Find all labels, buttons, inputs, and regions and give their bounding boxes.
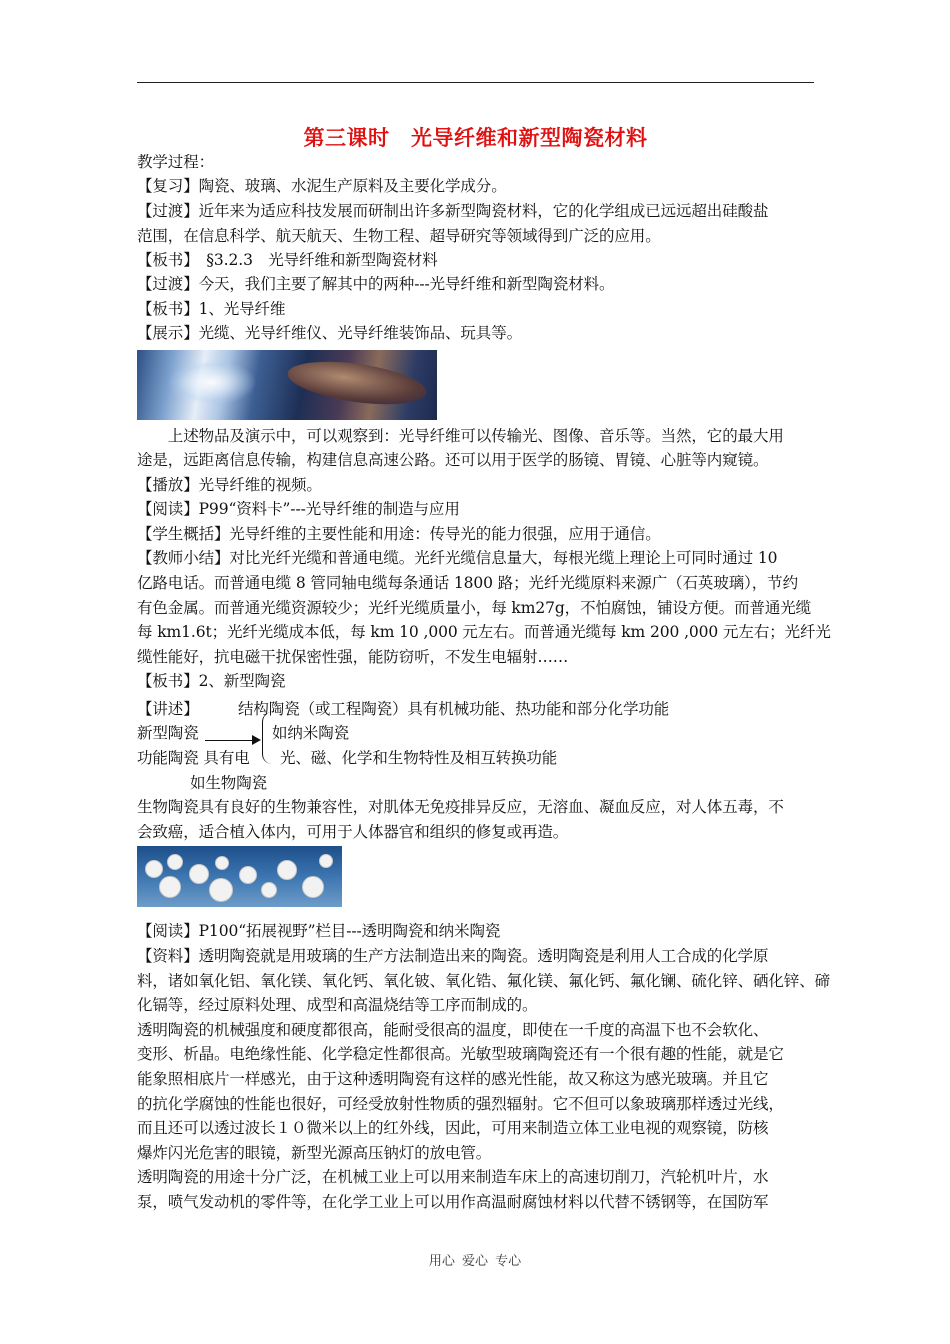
- text-line: 【播放】光导纤维的视频。: [137, 476, 322, 494]
- text-line: 【资料】透明陶瓷就是用玻璃的生产方法制造出来的陶瓷。透明陶瓷是利用人工合成的化学原: [137, 947, 769, 965]
- text-line: 【板书】2、新型陶瓷: [137, 672, 286, 690]
- text-line: 教学过程：: [137, 153, 215, 171]
- arrow-icon: [252, 735, 261, 745]
- text-line: 透明陶瓷的用途十分广泛，在机械工业上可以用来制造车床上的高速切削刀，汽轮机叶片，水: [137, 1168, 769, 1186]
- text-line: 的抗化学腐蚀的性能也很好，可经受放射性物质的强烈辐射。它不但可以象玻璃那样透过光线，: [137, 1095, 784, 1113]
- text-line: 【过渡】今天，我们主要了解其中的两种---光导纤维和新型陶瓷材料。: [137, 275, 615, 293]
- text-line: 每 km1.6t；光纤光缆成本低，每 km 10 ,000 元左右。而普通光缆每 km 200 ,000 元左右；光纤光: [137, 623, 831, 641]
- functional-ceramic-text: 光、磁、化学和生物特性及相互转换功能: [280, 749, 558, 767]
- lecture-label: 【讲述】: [137, 700, 199, 718]
- new-ceramic-label: 新型陶瓷: [137, 724, 199, 742]
- text-line: 透明陶瓷的机械强度和硬度都很高，能耐受很高的温度，即使在一千度的高温下也不会软化、: [137, 1021, 769, 1039]
- ceramic-parts-photo: [137, 846, 342, 907]
- arrow-line: [205, 740, 257, 741]
- functional-ceramic-label: 功能陶瓷 具有电: [137, 749, 250, 767]
- text-line: 上述物品及演示中，可以观察到：光导纤维可以传输光、图像、音乐等。当然，它的最大用: [137, 427, 784, 445]
- page-footer: 用心 爱心 专心: [428, 1254, 522, 1269]
- text-line: 变形、析晶。电绝缘性能、化学稳定性都很高。光敏型玻璃陶瓷还有一个很有趣的性能，就是它: [137, 1045, 784, 1063]
- text-line: 生物陶瓷具有良好的生物兼容性，对肌体无免疫排异反应，无溶血、凝血反应，对人体五毒，不: [137, 798, 784, 816]
- text-line: 化镉等，经过原料处理、成型和高温烧结等工序而制成的。: [137, 996, 538, 1014]
- bio-ceramic-text: 如生物陶瓷: [190, 774, 268, 792]
- text-line: 【阅读】P99“资料卡”---光导纤维的制造与应用: [137, 500, 460, 518]
- text-line: 料，诸如氧化铝、氧化镁、氧化钙、氧化铍、氧化锆、氟化镁、氟化钙、氟化镧、硫化锌、硒化锌、碲: [137, 972, 831, 990]
- text-line: 【展示】光缆、光导纤维仪、光导纤维装饰品、玩具等。: [137, 324, 523, 342]
- text-line: 【阅读】P100“拓展视野”栏目---透明陶瓷和纳米陶瓷: [137, 922, 501, 940]
- text-line: 【板书】1、光导纤维: [137, 300, 286, 318]
- text-line: 而且还可以透过波长１０微米以上的红外线，因此，可用来制造立体工业电视的观察镜，防核: [137, 1119, 769, 1137]
- structural-ceramic-text: 结构陶瓷（或工程陶瓷）具有机械功能、热功能和部分化学功能: [238, 700, 670, 718]
- text-line: 有色金属。而普通光缆资源较少；光纤光缆质量小，每 km27g，不怕腐蚀，铺设方便。而普通光缆: [137, 599, 812, 617]
- text-line: 缆性能好，抗电磁干扰保密性强，能防窃听，不发生电辐射……: [137, 648, 569, 666]
- text-line: 范围，在信息科学、航天航天、生物工程、超导研究等领域得到广泛的应用。: [137, 227, 661, 245]
- page-title: 第三课时 光导纤维和新型陶瓷材料: [303, 126, 648, 150]
- text-line: 【过渡】近年来为适应科技发展而研制出许多新型陶瓷材料，它的化学组成已远远超出硅酸盐: [137, 202, 769, 220]
- text-line: 泵，喷气发动机的零件等，在化学工业上可以用作高温耐腐蚀材料以代替不锈钢等，在国防军: [137, 1193, 769, 1211]
- text-line: 【板书】 §3.2.3 光导纤维和新型陶瓷材料: [137, 251, 438, 269]
- text-line: 【教师小结】对比光纤光缆和普通电缆。光纤光缆信息量大，每根光缆上理论上可同时通过 10: [137, 549, 778, 567]
- text-line: 能象照相底片一样感光，由于这种透明陶瓷有这样的感光性能，故又称这为感光玻璃。并且它: [137, 1070, 769, 1088]
- text-line: 途是，远距离信息传输，构建信息高速公路。还可以用于医学的肠镜、胃镜、心脏等内窥镜。: [137, 451, 769, 469]
- text-line: 【复习】陶瓷、玻璃、水泥生产原料及主要化学成分。: [137, 177, 507, 195]
- text-line: 【学生概括】光导纤维的主要性能和用途：传导光的能力很强，应用于通信。: [137, 525, 661, 543]
- header-rule: [137, 82, 814, 83]
- text-line: 会致癌，适合植入体内，可用于人体器官和组织的修复或再造。: [137, 823, 569, 841]
- nano-ceramic-text: 如纳米陶瓷: [272, 724, 350, 742]
- text-line: 爆炸闪光危害的眼镜，新型光源高压钠灯的放电管。: [137, 1144, 492, 1162]
- optical-fiber-photo: [137, 350, 437, 420]
- text-line: 亿路电话。而普通电缆 8 管同轴电缆每条通话 1800 路；光纤光缆原料来源广（石英玻璃），节约: [137, 574, 798, 592]
